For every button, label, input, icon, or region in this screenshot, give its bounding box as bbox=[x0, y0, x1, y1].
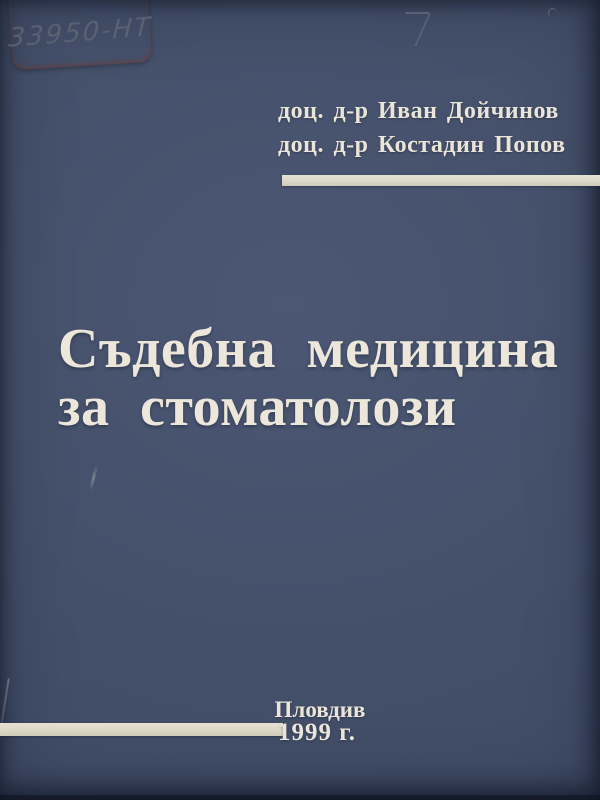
imprint-year: 1999 г. bbox=[277, 719, 357, 746]
authors-block bbox=[278, 94, 566, 162]
bottom-divider-rule bbox=[0, 723, 283, 736]
imprint-city: Пловдив bbox=[274, 697, 366, 722]
title-line-1: Съдебна медицина bbox=[58, 318, 559, 380]
scratch-mark bbox=[0, 678, 10, 751]
author-line-1: доц. д-р Иван Дойчинов bbox=[278, 98, 559, 124]
book-title bbox=[58, 320, 558, 436]
scratch-mark bbox=[89, 465, 98, 491]
scratch-mark bbox=[548, 8, 557, 17]
author-line-2: доц. д-р Костадин Попов bbox=[278, 132, 566, 158]
scratch-mark bbox=[390, 12, 431, 46]
library-call-number: 33950-НТ bbox=[7, 12, 154, 54]
title-line-2: за стоматолози bbox=[58, 376, 457, 438]
library-label-sticker bbox=[8, 0, 153, 70]
top-divider-rule bbox=[282, 175, 600, 186]
cover-bottom-edge-shadow bbox=[0, 795, 600, 800]
